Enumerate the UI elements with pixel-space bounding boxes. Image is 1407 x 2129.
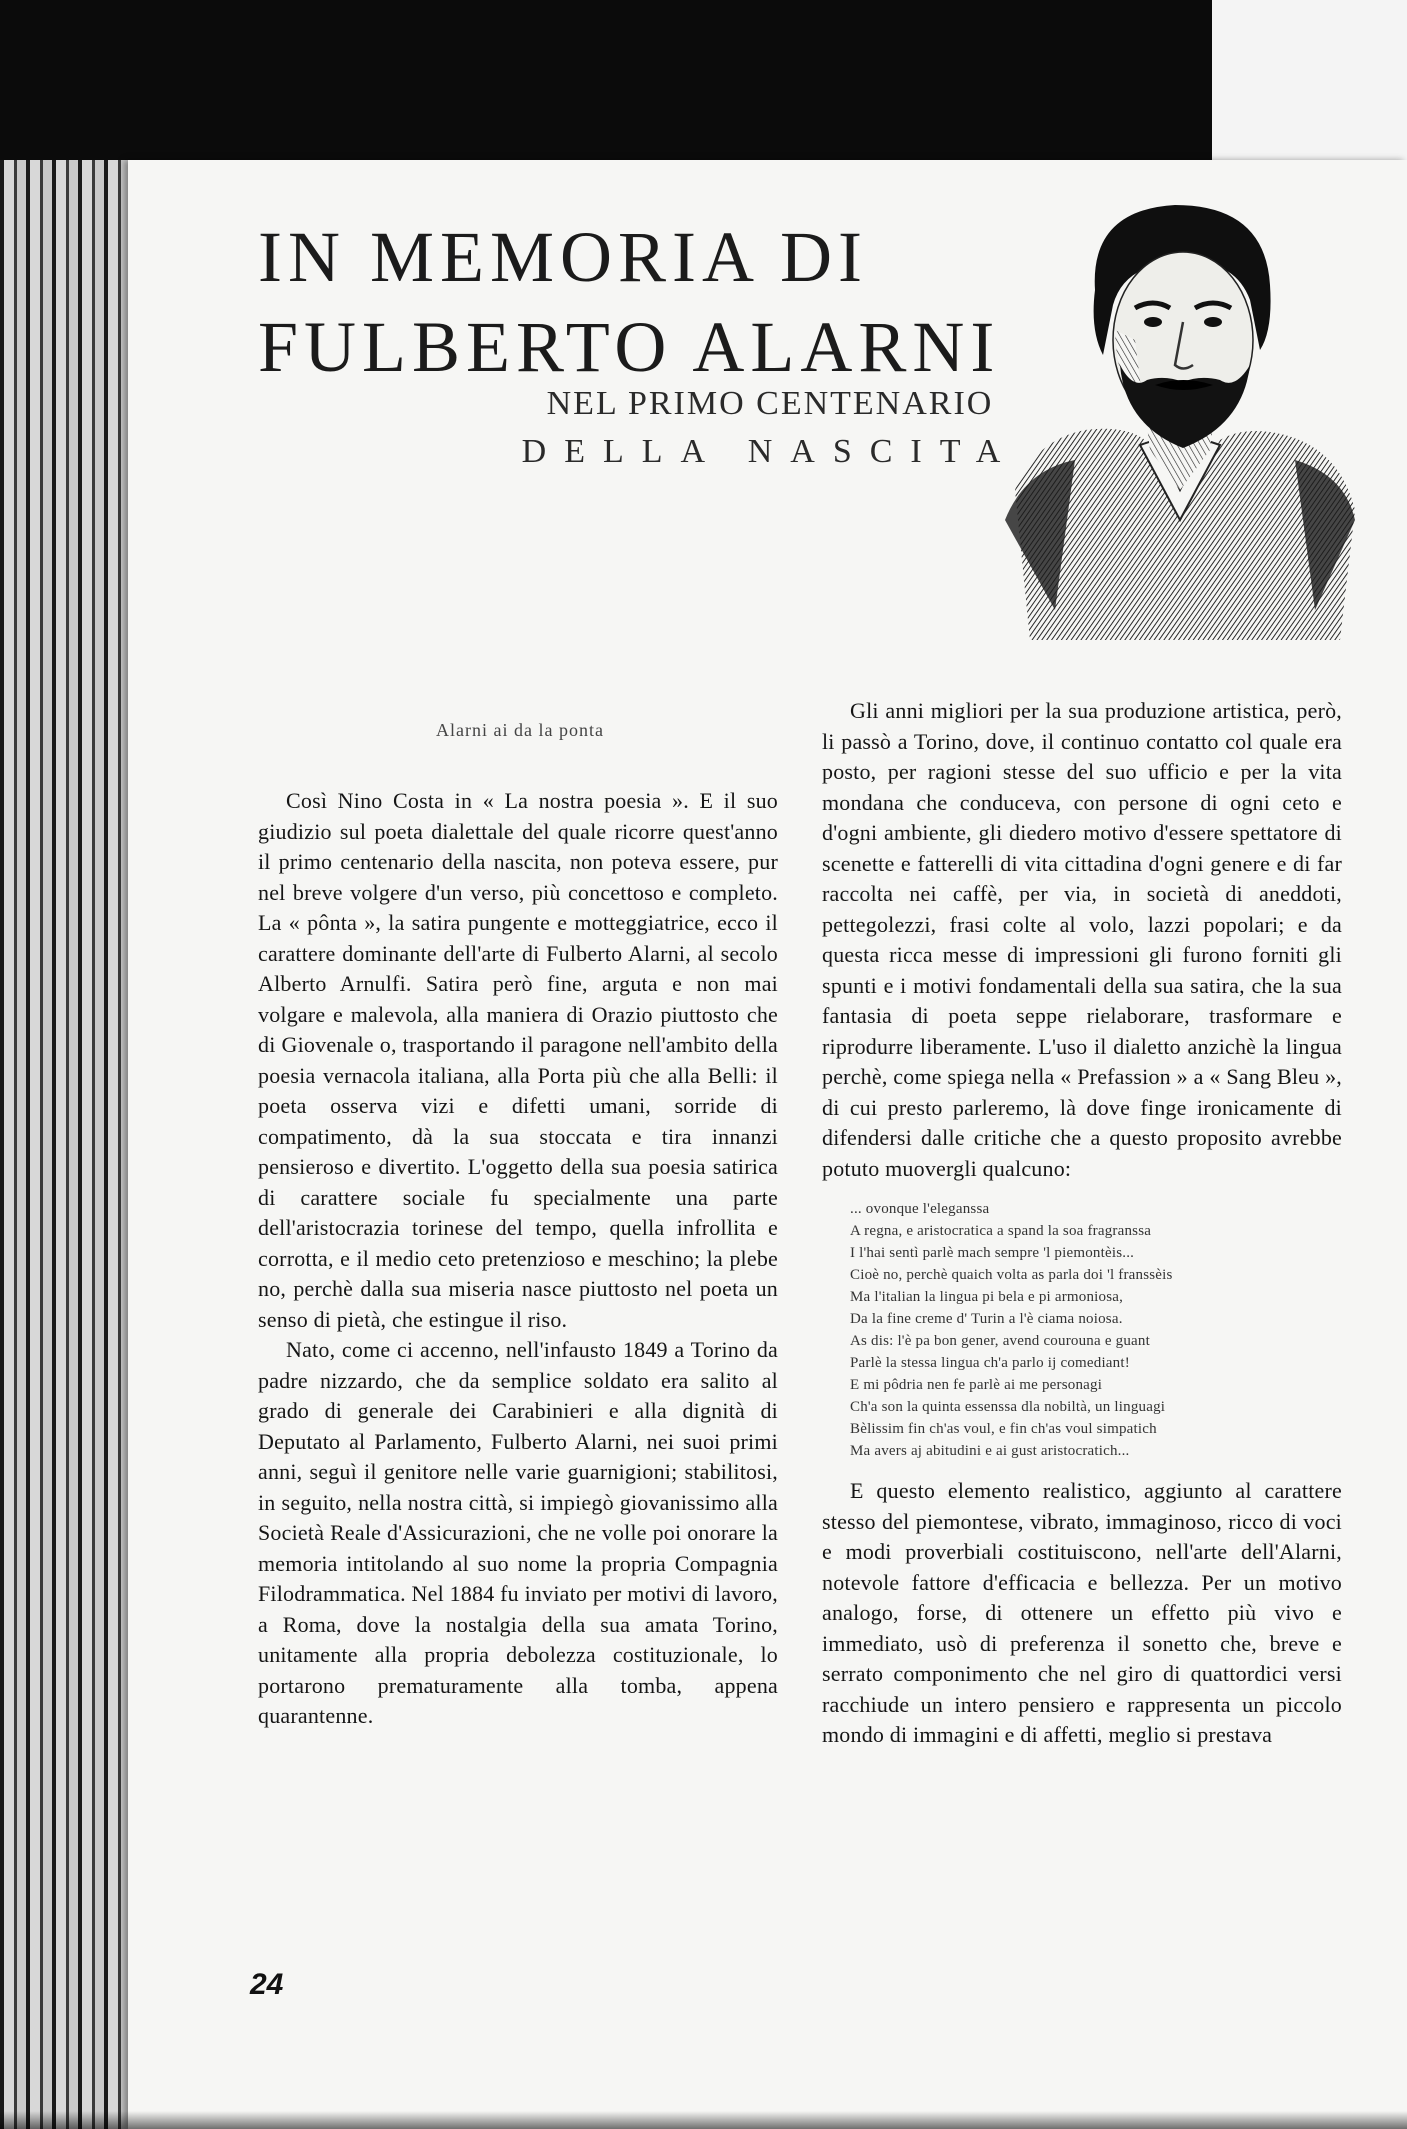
verse-line: Da la fine creme d' Turin a l'è ciama noiosa.	[850, 1311, 1123, 1327]
bearded-man-portrait-icon	[995, 190, 1365, 640]
verse-line: Bèlissim fin ch'as voul, e fin ch'as voul simpatich	[850, 1421, 1157, 1437]
verse-quote	[850, 1198, 1342, 1462]
verse-line: A regna, e aristocratica a spand la soa fragranssa	[850, 1223, 1152, 1239]
scan-light-corner	[1212, 0, 1407, 160]
verse-line: Ma avers aj abitudini e ai gust aristocratich...	[850, 1443, 1130, 1459]
title-line-1: IN MEMORIA DI	[258, 217, 868, 297]
article-attribution: Alarni ai da la ponta	[436, 720, 604, 740]
page-stack-edges	[0, 160, 140, 2129]
page-number: 24	[250, 1968, 284, 2001]
verse-line: I l'hai sentì parlè mach sempre 'l piemontèis...	[850, 1245, 1135, 1261]
verse-line: As dis: l'è pa bon gener, avend courouna e guant	[850, 1333, 1150, 1349]
left-text-column	[258, 786, 778, 1732]
title-line-2: FULBERTO ALARNI	[258, 307, 1001, 387]
verse-line: E mi pôdria nen fe parlè ai me personagi	[850, 1377, 1103, 1393]
left-paragraph-1: Così Nino Costa in « La nostra poesia ». E il suo giudizio sul poeta dialettale del quale ricorre quest'anno il primo centenario della nascita, non poteva essere, pur nel breve volgere d'un verso, più concettoso e completo. La « pônta », la satira pungente e motteggiatrice, ecco il carattere dominante dell'arte di Fulberto Alarni, al secolo Alberto Arnulfi. Satira però fine, arguta e non mai volgare e malevola, alla maniera di Orazio piuttosto che di Giovenale o, trasportando il paragone nell'ambito della poesia vernacola italiana, alla Porta più che alla Belli: il poeta osserva vizi e difetti umani, sorride di compatimento, dà la sua stoccata e tira innanzi pensieroso e divertito. L'oggetto della sua poesia satirica di carattere sociale fu specialmente una parte dell'aristocrazia torinese del tempo, quella infrollita e corrotta, e il medio ceto pretenzioso e meschino; la plebe no, perchè dalla sua miseria nasce piuttosto nel poeta un senso di pietà, che estingue il riso.	[258, 788, 778, 1332]
article-subtitle	[520, 380, 1020, 476]
verse-line: Ch'a son la quinta essenssa dla nobiltà, un linguagi	[850, 1399, 1166, 1415]
verse-line: Ma l'italian la lingua pi bela e pi armoniosa,	[850, 1289, 1124, 1305]
scan-dark-background	[0, 0, 1212, 172]
verse-line: Parlè la stessa lingua ch'a parlo ij comediant!	[850, 1355, 1130, 1371]
subtitle-line-1: NEL PRIMO CENTENARIO	[546, 385, 994, 422]
subtitle-line-2: DELLA NASCITA	[521, 433, 1019, 470]
article-title	[258, 212, 1018, 392]
verse-line: ... ovonque l'eleganssa	[850, 1201, 990, 1217]
right-paragraph-1: Gli anni migliori per la sua produzione artistica, però, li passò a Torino, dove, il continuo contatto col quale era posto, per ragioni stesse del suo ufficio e per la vita mondana che conduceva, con persone di ogni ceto e d'ogni ambiente, gli diedero motivo d'essere spettatore di scenette e fatterelli di vita cittadina d'ogni genere e di far raccolta nei caffè, per via, in società di aneddoti, pettegolezzi, frasi colte al volo, lazzi popolari; e da questa ricca messe di impressioni gli furono forniti gli spunti e i motivi fondamentali della sua satira, che la sua fantasia di poeta seppe rielaborare, trasformare e riprodurre liberamente. L'uso il dialetto anzichè la lingua perchè, come spiega nella « Prefassion » a « Sang Bleu », di cui presto parleremo, là dove finge ironicamente di difendersi dalle critiche che a questo proposito avrebbe potuto muovergli qualcuno:	[822, 698, 1342, 1181]
right-paragraph-2: E questo elemento realistico, aggiunto al carattere stesso del piemontese, vibrato, immaginoso, ricco di voci e modi proverbiali costituiscono, nell'arte dell'Alarni, notevole fattore d'efficacia e bellezza. Per un motivo analogo, forse, di ottenere un effetto più vivo e immediato, usò di preferenza il sonetto che, breve e serrato componimento che nel giro di quattordici versi racchiude un intero pensiero e rappresenta un piccolo mondo di immagini e di affetti, meglio si prestava	[822, 1478, 1342, 1747]
scan-bottom-shadow	[0, 2111, 1407, 2129]
verse-line: Cioè no, perchè quaich volta as parla doi 'l franssèis	[850, 1267, 1173, 1283]
right-text-column	[822, 696, 1342, 1751]
left-paragraph-2: Nato, come ci accenno, nell'infausto 1849 a Torino da padre nizzardo, che da semplice soldato era salito al grado di generale dei Carabinieri e alla dignità di Deputato al Parlamento, Fulberto Alarni, nei suoi primi anni, seguì il genitore nelle varie guarnigioni; stabilitosi, in seguito, nella nostra città, si impiegò giovanissimo alla Società Reale d'Assicurazioni, che ne volle poi onorare la memoria intitolando al suo nome la propria Compagnia Filodrammatica. Nel 1884 fu inviato per motivi di lavoro, a Roma, dove la nostalgia della sua amata Torino, unitamente alla propria debolezza costituzionale, lo portarono prematuramente alla tomba, appena quarantenne.	[258, 1337, 778, 1728]
